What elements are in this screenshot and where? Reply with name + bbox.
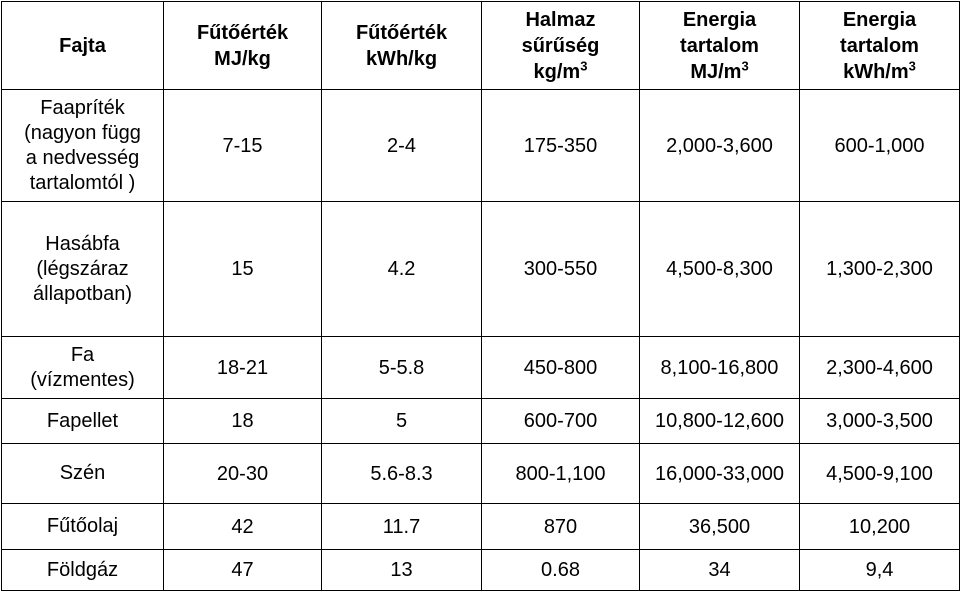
header-futoertek-mj	[164, 2, 322, 90]
header-unit: MJ/kg	[214, 47, 271, 70]
value-cell: 36,500	[640, 504, 800, 550]
header-halmaz-suruseg	[482, 2, 640, 90]
header-energia-kwh	[800, 2, 960, 90]
value-cell: 5	[322, 399, 482, 444]
fuel-name-line: Fűtőolaj	[46, 515, 119, 537]
header-text: Halmaz	[525, 8, 596, 31]
value-cell: 8,100-16,800	[640, 337, 800, 399]
fuel-name-line: tartalomtól )	[29, 171, 136, 194]
value-cell: 5-5.8	[322, 337, 482, 399]
fuel-name-line: Szén	[59, 462, 106, 484]
fuel-name-cell	[2, 444, 164, 504]
value-cell: 300-550	[482, 202, 640, 337]
header-text: sűrűség	[521, 34, 600, 57]
value-cell: 800-1,100	[482, 444, 640, 504]
value-cell: 5.6-8.3	[322, 444, 482, 504]
value-cell: 600-700	[482, 399, 640, 444]
value-cell: 47	[164, 550, 322, 591]
header-unit-line	[644, 59, 795, 85]
fuel-name-cell	[2, 550, 164, 591]
value-cell: 34	[640, 550, 800, 591]
fuel-name-line: Fapellet	[46, 409, 119, 432]
value-cell: 18-21	[164, 337, 322, 399]
header-text: Fűtőérték	[355, 21, 448, 44]
header-unit-line	[804, 59, 955, 85]
table-row	[2, 399, 960, 444]
table-row	[2, 337, 960, 399]
header-unit: kWh/kg	[365, 47, 438, 70]
value-cell: 4.2	[322, 202, 482, 337]
fuel-name-cell	[2, 202, 164, 337]
value-cell: 4,500-9,100	[800, 444, 960, 504]
header-energia-mj	[640, 2, 800, 90]
fuel-name-line: Faapríték	[40, 96, 125, 119]
value-cell: 450-800	[482, 337, 640, 399]
fuel-name-line: Földgáz	[46, 558, 119, 581]
value-cell: 870	[482, 504, 640, 550]
value-cell: 11.7	[322, 504, 482, 550]
value-cell: 13	[322, 550, 482, 591]
value-cell: 3,000-3,500	[800, 399, 960, 444]
value-cell: 2,000-3,600	[640, 90, 800, 202]
fuel-name-line: állapotban)	[33, 282, 132, 305]
value-cell: 1,300-2,300	[800, 202, 960, 337]
value-cell: 42	[164, 504, 322, 550]
value-cell: 2,300-4,600	[800, 337, 960, 399]
value-cell: 9,4	[800, 550, 960, 591]
value-cell: 600-1,000	[800, 90, 960, 202]
value-cell: 7-15	[164, 90, 322, 202]
header-text: Fűtőérték	[196, 21, 289, 44]
table-row	[2, 202, 960, 337]
header-text: tartalom	[840, 34, 919, 57]
value-cell: 10,800-12,600	[640, 399, 800, 444]
header-text: Fajta	[59, 34, 106, 57]
fuel-name-line: (nagyon függ	[24, 121, 141, 144]
fuel-name-cell	[2, 504, 164, 550]
header-unit: MJ/m	[690, 60, 742, 83]
header-row	[2, 2, 960, 90]
table-row	[2, 444, 960, 504]
header-fajta	[2, 2, 164, 90]
header-unit-sup: 3	[908, 57, 916, 73]
header-unit: kWh/m	[843, 60, 909, 83]
header-unit-sup: 3	[741, 57, 749, 73]
header-unit-line	[486, 59, 635, 85]
fuel-comparison-table	[1, 1, 960, 591]
fuel-name-line: (vízmentes)	[30, 368, 135, 391]
fuel-name-line: (légszáraz	[36, 257, 129, 280]
value-cell: 20-30	[164, 444, 322, 504]
value-cell: 10,200	[800, 504, 960, 550]
header-text: tartalom	[680, 34, 759, 57]
header-unit-sup: 3	[580, 57, 588, 73]
fuel-name-line: Hasábfa	[45, 232, 120, 255]
fuel-name-cell	[2, 399, 164, 444]
value-cell: 18	[164, 399, 322, 444]
value-cell: 0.68	[482, 550, 640, 591]
value-cell: 16,000-33,000	[640, 444, 800, 504]
fuel-name-line: a nedvesség	[25, 146, 140, 169]
value-cell: 2-4	[322, 90, 482, 202]
fuel-name-cell	[2, 90, 164, 202]
table-row	[2, 504, 960, 550]
value-cell: 4,500-8,300	[640, 202, 800, 337]
value-cell: 175-350	[482, 90, 640, 202]
header-text: Energia	[842, 8, 917, 31]
header-futoertek-kwh	[322, 2, 482, 90]
fuel-name-line: Fa	[70, 343, 95, 366]
table-row	[2, 550, 960, 591]
fuel-name-cell	[2, 337, 164, 399]
table-row	[2, 90, 960, 202]
value-cell: 15	[164, 202, 322, 337]
header-text: Energia	[682, 8, 757, 31]
header-unit: kg/m	[533, 60, 581, 83]
